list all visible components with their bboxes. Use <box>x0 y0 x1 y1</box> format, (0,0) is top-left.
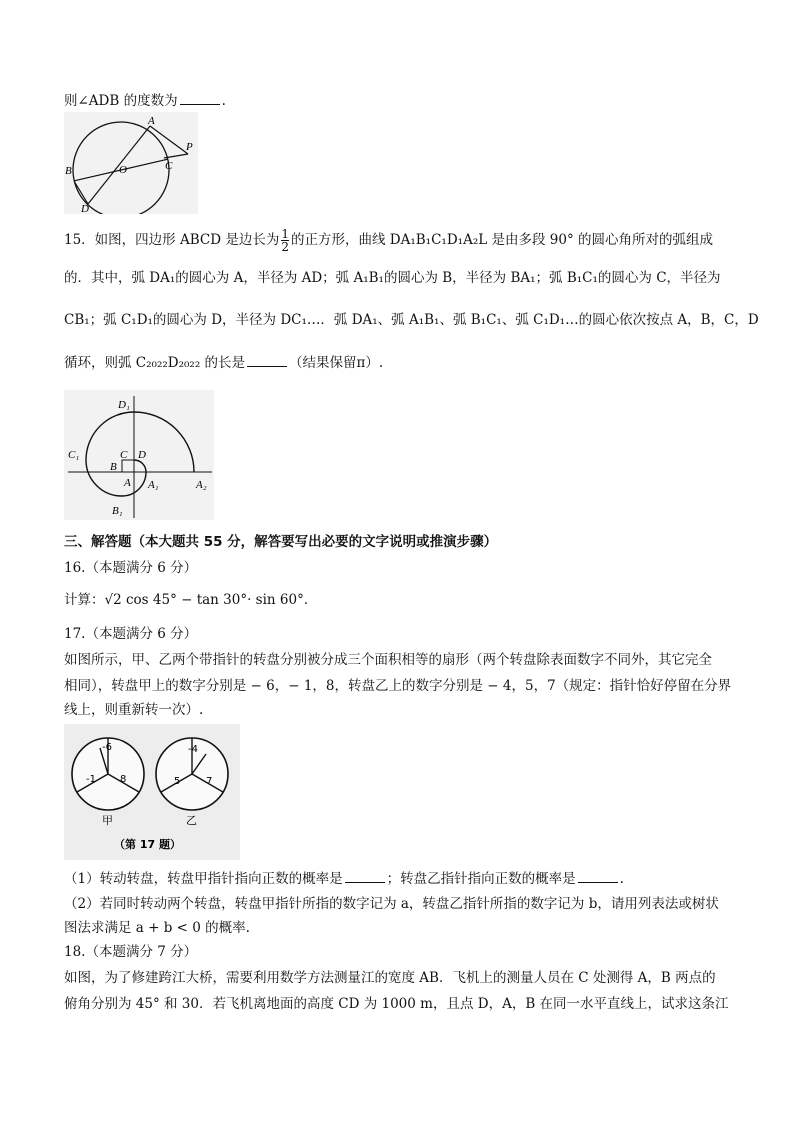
spinner-b-name: 乙 <box>186 814 197 827</box>
q14-text: 则∠ADB 的度数为 <box>64 93 178 109</box>
q17-line3: 线上，则重新转一次）. <box>64 702 204 718</box>
label-o: O <box>119 164 127 176</box>
frac-num: 1 <box>281 227 289 241</box>
q17-line2: 相同），转盘甲上的数字分别是 − 6，− 1，8，转盘乙上的数字分别是 − 4，5，7（规定：指针恰好停留在分界 <box>64 678 732 694</box>
square-abcd <box>122 460 134 472</box>
q16-header: 16.（本题满分 6 分） <box>64 560 198 576</box>
spinner-b <box>156 738 228 827</box>
q17-sub1-a: （1）转动转盘，转盘甲指针指向正数的概率是 <box>64 871 343 887</box>
label-d: D <box>81 203 89 214</box>
q17-sub1-c: . <box>619 871 624 887</box>
q18-line1: 如图，为了修建跨江大桥，需要利用数学方法测量江的宽度 AB．飞机上的测量人员在 C 处测得 A，B 两点的 <box>64 970 716 986</box>
q15-text-a: 15．如图，四边形 ABCD 是边长为 <box>64 232 280 248</box>
q17-sub1-blank-2[interactable] <box>578 868 618 883</box>
label-c1: C₁ <box>68 449 80 461</box>
label-d: D <box>138 449 146 461</box>
label-c: C <box>165 160 173 172</box>
frac-den: 2 <box>281 240 289 254</box>
spinner-a <box>72 738 144 827</box>
label-b: B <box>110 461 117 473</box>
spinner-b-num-1: -4 <box>188 744 198 755</box>
q15-text-4b: （结果保留π）. <box>289 355 384 371</box>
spinner-a-name: 甲 <box>102 814 113 827</box>
q15-line3: CB₁；弧 C₁D₁的圆心为 D，半径为 DC₁…．弧 DA₁、弧 A₁B₁、弧 B₁C₁、弧 C₁D₁…的圆心依次按点 A，B，C，D <box>64 312 759 328</box>
q15-text-b: 的正方形，曲线 DA₁B₁C₁D₁A₂L 是由多段 90° 的圆心角所对的弧组成 <box>290 232 713 248</box>
label-p: P <box>186 141 193 153</box>
figure-14-svg <box>64 112 198 214</box>
spinner-b-num-2: 5 <box>174 776 181 787</box>
q17-sub1-b: ；转盘乙指针指向正数的概率是 <box>386 871 576 887</box>
q17-sub1-blank-1[interactable] <box>345 868 385 883</box>
label-a2: A₂ <box>196 479 207 491</box>
q17-sub2-line1: （2）若同时转动两个转盘，转盘甲指针所指的数字记为 a，转盘乙指针所指的数字记为 b，请用列表法或树状 <box>64 896 719 912</box>
spinner-a-num-2: -1 <box>86 774 96 785</box>
q15-text-4a: 循环，则弧 C₂₀₂₂D₂₀₂₂ 的长是 <box>64 355 246 371</box>
q15-line4 <box>64 352 383 373</box>
figure-17-svg <box>64 724 240 860</box>
label-a: A <box>148 115 155 127</box>
label-d1: D₁ <box>118 399 130 411</box>
q17-line1: 如图所示，甲、乙两个带指针的转盘分别被分成三个面积相等的扇形（两个转盘除表面数字不同外，其它完全 <box>64 652 712 668</box>
segment-ap <box>150 126 188 154</box>
label-a: A <box>124 477 131 489</box>
segment-bd <box>74 181 88 204</box>
q14-answer-blank[interactable] <box>180 90 220 105</box>
q18-header: 18.（本题满分 7 分） <box>64 944 198 960</box>
q14-tail <box>64 90 226 111</box>
spinner-b-num-3: 7 <box>206 776 213 787</box>
q15-line1 <box>64 228 713 253</box>
figure-17-caption: （第 17 题） <box>114 838 181 851</box>
q17-sub2-line2: 图法求满足 a + b < 0 的概率. <box>64 920 250 936</box>
q15-answer-blank[interactable] <box>247 352 287 367</box>
segment-cp <box>164 154 188 158</box>
q14-end: . <box>221 93 226 109</box>
figure-14 <box>64 112 198 214</box>
label-a1: A₁ <box>148 479 159 491</box>
spinner-a-num-3: 8 <box>120 774 127 785</box>
q15-line2: 的．其中，弧 DA₁的圆心为 A，半径为 AD；弧 A₁B₁的圆心为 B，半径为 BA₁；弧 B₁C₁的圆心为 C，半径为 <box>64 270 721 286</box>
section-3-heading: 三、解答题（本大题共 55 分，解答要写出必要的文字说明或推演步骤） <box>64 534 498 550</box>
figure-15 <box>64 390 214 520</box>
figure-15-svg <box>64 390 214 520</box>
label-b: B <box>65 165 72 177</box>
spinner-a-num-1: -6 <box>102 742 112 753</box>
q17-header: 17.（本题满分 6 分） <box>64 626 198 642</box>
q17-sub1 <box>64 868 624 889</box>
fraction-half <box>281 228 289 253</box>
label-c: C <box>120 449 128 461</box>
figure-17 <box>64 724 240 860</box>
label-b1: B₁ <box>112 505 123 517</box>
q16-text: 计算：√2 cos 45° − tan 30°· sin 60°． <box>64 592 318 608</box>
q18-line2: 俯角分别为 45° 和 30．若飞机离地面的高度 CD 为 1000 m，且点 D，A，B 在同一水平直线上，试求这条江 <box>64 996 729 1012</box>
